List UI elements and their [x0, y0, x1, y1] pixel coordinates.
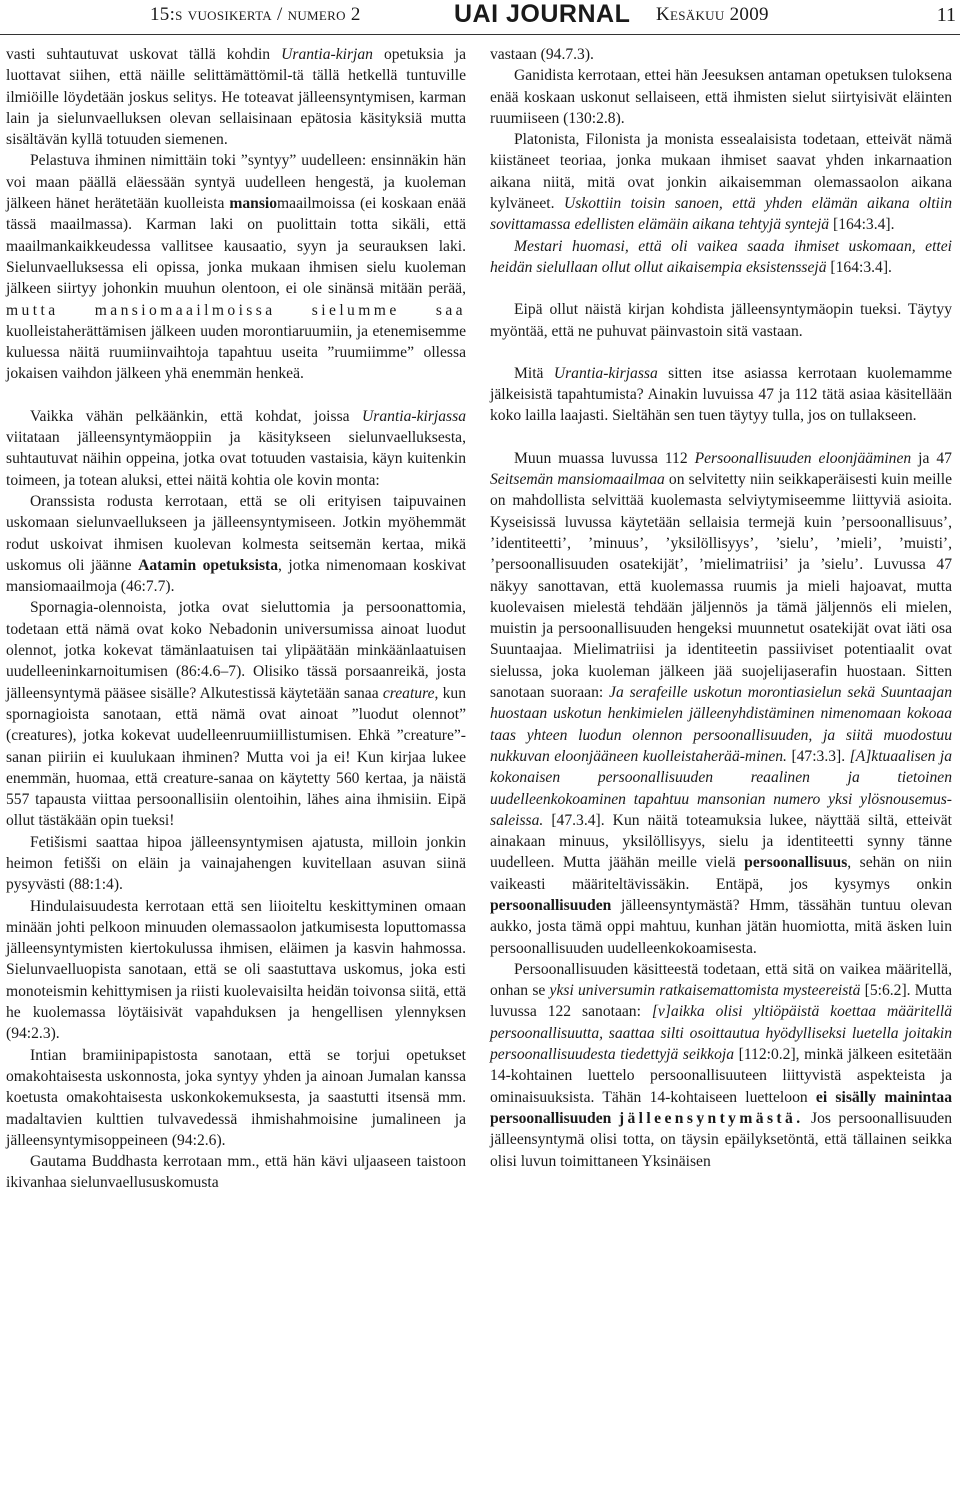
text-run: vastaan (94.7.3). — [490, 46, 594, 63]
text-run: mutta mansiomaailmoissa sielumme saa — [6, 301, 466, 319]
text-run: Eipä ollut näistä kirjan kohdista jälleensyntymäopin tueksi. Täytyy myöntää, että ne puhuvat päinvastoin sitä vastaan. — [490, 301, 952, 340]
header-rule — [0, 34, 960, 35]
text-run: Mestari huomasi, että oli vaikea saada ihmiset uskomaan, ettei heidän sielullaan ollut ollut aikaisempia eksistenssejä — [490, 237, 952, 276]
left-column — [6, 44, 466, 1194]
text-run: kuolleistaherättämisen jälkeen uuden morontiaruumiin, ja etenemisemme kuluessa näitä ruumiinvaihtoja tapahtuu useita ”ruumiimme” ollessa jokaisen vaihdon jälkeen yhä enemmän henkeä. — [6, 322, 466, 383]
text-run: Ganidista kerrotaan, ettei hän Jeesuksen antaman opetuksen tuloksena enää koskaan uskonut sellaiseen, että ihmisten sielut siirtyisivät eläinten ruumiiseen (130:2.8). — [490, 67, 952, 127]
text-run: ei sisälly mainintaa persoonallisuuden — [490, 1088, 952, 1127]
text-run: Aatamin opetuksista — [138, 556, 279, 574]
text-run: Urantia-kirjan — [281, 46, 373, 63]
right-column — [490, 44, 952, 1172]
text-run: persoonallisuus — [744, 854, 848, 872]
text-run: [164:3.4]. — [829, 216, 895, 234]
text-run: maailmoissa (ei koskaan enää tässä maailmassa). Karman laki on puolittain totta sikäli, että maailmankaikkeudessa vallitsee kausaatio, syyn ja seurauksen laki. Sielunvaelluksessa eli opissa, jonka mukaan ihmisen sielu kuoleman jälkeen siirtyy johonkin muuhun olentoon, ei ole sinänsä mitään perää, — [6, 195, 466, 298]
text-run: [v]aikka olisi yltiöpäistä koettaa määritellä persoonallisuutta, saattaa silti osoittautua hyödylliseksi luetella joitakin persoonallisuudesta tiedettyjä seikkoja — [490, 1003, 952, 1064]
text-run: Persoonallisuuden käsitteestä todetaan, että sitä on vaikea määritellä, onhan se — [490, 960, 952, 1000]
text-run: , kun spornagioista sanotaan, että nämä ovat ainoat ”luodut olennot” (creatures), jotka kokevat uudelleenruumiillistumisen. Ehkä ”creature”-sanan piiriin ei kuulukaan ihminen? Mutta voi ja ei! Kun kirjaa lukee enemmän, huomaa, että creature-sanaa on käytetty 560 kertaa, ja näistä 557 tapausta viittaa persoonallisiin olentoihin, lähes aina ihmisiin. Eipä ollut tästäkään opin tueksi! — [6, 684, 467, 830]
paragraph — [490, 129, 952, 235]
text-run: [112:0.2], minkä jälkeen esitetään 14-kohtainen luettelo persoonallisuuteen liittyvistä aspekteista ja ominaisuuksista. Tähän 14-kohtaiseen luetteloon — [490, 1046, 952, 1106]
text-run: , jotka nimenomaan koskivat mansiomaailmoja (46:7.7). — [6, 556, 466, 596]
text-run: Fetišismi saattaa hipoa jälleensyntymisen ajatusta, milloin jonkin heimon fetišši on eläin ja vainajahengen kuvitellaan asuvan siinä pysyvästi (88:1:4). — [6, 833, 466, 894]
paragraph — [490, 448, 952, 959]
text-run: [5:6.2]. Mutta luvussa 122 sanotaan: — [490, 982, 952, 1021]
issue-label: 15:s vuosikerta / numero 2 — [150, 4, 361, 25]
paragraph — [490, 65, 952, 129]
paragraph — [6, 1151, 466, 1194]
paragraph — [6, 896, 466, 1045]
text-run: Seitsemän mansiomaailmaa — [490, 471, 665, 489]
text-run: Uskottiin toisin sanoen, että yhden elämän aikana oltiin sovittamassa edellisten elämäin aikana tehtyjä syntejä — [490, 195, 952, 234]
text-run: [A]ktuaalisen ja kokonaisen persoonallisuuden reaalinen ja tietoinen uudelleenkokoaminen tapahtuu mansonian numero yksi ylösnousemus-saleissa. — [490, 747, 953, 829]
text-run: Platonista, Filonista ja monista essealaisista todetaan, etteivät nämä kiistäneet teoriaa, jonka mukaan ihmiset saavat yhden inkarnaation aikana niitä, mitä ovat jonkin aikaisemman olemassaolon aikana kylväneet. — [490, 131, 952, 213]
page-number: 11 — [936, 4, 956, 26]
text-run: Spornagia-olennoista, jotka ovat sieluttomia ja persoonattomia, todetaan että nämä ovat koko Nebadonin universumissa ainoat luodut olennot, jotka kokevat tämänlaatuisen tai ylipäätään minkäänlaatuisen uudelleeninkarnoitumisen (86:4.6–7). Olisiko tässä porsaanreikä, josta jälleensyntymä pääsee sisälle? Alkutestissä käytetään sanaa — [6, 599, 466, 702]
text-run: on selvitetty niin seikkaperäisesti kuin meille on mahdollista selvittää kuolemasta selviytymiseemme liittyviä asioita. Kyseisissä luvussa käytetään sellaisia termejä kuin ’persoonallisuus’, ’identiteetti’, ’minuus’, ’yksilöllisyys’, ’sielu’, ’mieli’, ’muisti’, ’persoonallisuuden osatekijät’, ’mielimatriisi’ ja ’sielu’. Luvussa 47 näkyy sanottavan, että kuolemassa ruumis ja mieli hajoavat, mutta kuolevaisen mielestä tehdään jäljennös ja tämä jäljennös eli mielen, muistin ja persoonallisuuden hengeksi muunnetut osatekijät ovat iäti osa Suuntaajaa. Mielimatriisi ja identiteetin passiiviset potentiaalit ovat sielussa, joka kuoleman jälkeen jää suojelijaserafin huostaan. Sitten sanotaan suoraan: — [490, 471, 953, 702]
text-run: jälleensyntymästä. — [618, 1109, 804, 1127]
paragraph — [6, 150, 466, 384]
paragraph — [490, 363, 952, 427]
text-run: opetuksia ja luottavat siihen, että näille selittämättömil-tä tällä hetkellä tuntuville ilmiöille löydetään joskus selitys. He toteavat jälleensyntymisen, karman lain ja sielunvaelluksen olevan sellaisinaan epätosia käsityksiä mutta sisältävän kyllä totuuden siemenen. — [6, 46, 466, 149]
text-run: [47.3.4]. Kun näitä toteamuksia lukee, näyttää siltä, etteivät ainakaan minuus, yksilöllisyys, sielu ja identiteetti synny tänne uudelleen. Mutta jäähän meille vielä — [490, 811, 952, 872]
text-run: Mitä — [514, 364, 554, 382]
paragraph — [6, 597, 466, 831]
paragraph — [490, 44, 952, 65]
text-run: Muun muassa luvussa 112 — [514, 449, 695, 467]
text-run: Vaikka vähän pelkäänkin, että kohdat, joissa — [30, 407, 363, 425]
text-run: Ja serafeille uskotun morontiasielun sekä Suuntaajan huostaan uskotun henkimielen jälleenyhdistäminen nimenomaan kokoaa taas yhteen luodun olennon persoonallisuuden, ja siitä muodostuu nukkuvan eloonjääneen kuolleistaherää-minen. — [490, 684, 952, 765]
journal-title: UAI JOURNAL — [454, 0, 631, 28]
paragraph — [6, 1045, 466, 1151]
paragraph — [6, 44, 466, 150]
text-run: Urantia-kirjassa — [362, 407, 466, 425]
text-run: persoonallisuuden — [490, 896, 612, 914]
text-run: Urantia-kirjassa — [553, 364, 658, 382]
text-run: mansio — [229, 195, 278, 213]
text-run: Persoonallisuuden eloonjääminen — [694, 449, 912, 467]
text-run: ja 47 — [911, 449, 952, 467]
text-run: Pelastuva ihminen nimittäin toki ”syntyy” uudelleen: ensinnäkin hän voi maan päällä eläessään syntyä uudelleen hengestä, ja kuoleman jälkeen hänet herätetään kuolleista — [6, 152, 466, 213]
text-run: yksi universumin ratkaisemattomista mysteereistä — [549, 982, 861, 1000]
issue-date: Kesäkuu 2009 — [656, 4, 769, 25]
text-run: sitten itse asiassa kerrotaan kuolemamme jälkeisistä tapahtumista? Ainakin luvuissa 47 ja 112 tätä asiaa käsitellään koko lailla laajasti. Sieltähän sen tuen täytyy tulla, jos on tullakseen. — [490, 364, 953, 425]
text-run: jälleensyntymästä? Hmm, tässähän tuntuu olevan aukko, josta tämä oppi mahtuu, kunhan jätän huomiotta, mitä äsken luin persoonallisuuden uudelleenkokoamisesta. — [490, 896, 952, 957]
text-run: , sehän on niin vaikeasti määriteltävissäkin. Entäpä, jos kysymys onkin — [490, 854, 953, 893]
paragraph — [6, 832, 466, 896]
paragraph — [490, 236, 952, 279]
page-header — [0, 0, 960, 36]
text-run: [47:3.3]. — [786, 747, 850, 765]
text-run: vasti suhtautuvat uskovat tällä kohdin — [6, 46, 282, 63]
paragraph — [6, 491, 466, 597]
text-run: Oranssista rodusta kerrotaan, että se oli erityisen taipuvainen uskomaan sielunvaellukseen ja jälleensyntymiseen. Jotkin myöhemmät rodut uskoivat ihmisen kuolevan kolmesta seitsemän kertaa, mikä uskomus oli jäänne — [6, 492, 466, 574]
text-run: Gautama Buddhasta kerrotaan mm., että hän kävi uljaaseen taistoon ikivanhaa sielunvaellususkomusta — [6, 1153, 466, 1192]
text-run: Intian bramiinipapistosta sanotaan, että se torjui opetukset omakohtaisesta uskonnosta, joka syntyy yhden ja ainoan Jumalan kanssa koetusta omakohtaisesta uskonkokemuksesta, ja saastutti itsensä mm. madaltavien kulttien tulvavedessä ihmishahmoisine jumalineen ja jälleensyntymisoppeineen (94:2.6). — [6, 1046, 466, 1149]
text-run: viitataan jälleensyntymäoppiin ja käsitykseen sielunvaelluksesta, suhtautuvat näihin oppeina, jotka ovat totuuden vastaisia, käyn kuitenkin toimeen, ja totean aluksi, ettei näitä kohtia ole kovin monta: — [6, 429, 466, 489]
paragraph — [490, 299, 952, 342]
paragraph — [490, 959, 952, 1172]
paragraph — [6, 406, 466, 491]
text-run: [164:3.4]. — [826, 258, 892, 276]
text-run: Jos persoonallisuuden jälleensyntymä olisi totta, on täysin epäilyksetöntä, että tällainen seikka olisi luvun toimittaneen Yksinäisen — [490, 1109, 952, 1170]
text-run: creature — [382, 684, 435, 702]
text-run: Hindulaisuudesta kerrotaan että sen liioiteltu keskittyminen omaan minään johti pelkoon minuuden olemassaolon jatkumisesta loputtomassa jälleensyntymisten kiertokulussa ihmisen, eläimen ja kasvin hahmossa. Sielunvaelluopista sanotaan, että se oli saastuttava uskomus, joka esti monoteismin kehittymisen ja riisti kuolevaisilta heidän toivonsa siitä, että he kuolemassa löytäisivät vapahduksen ja hengellisen ylennyksen (94:2.3). — [6, 897, 466, 1043]
